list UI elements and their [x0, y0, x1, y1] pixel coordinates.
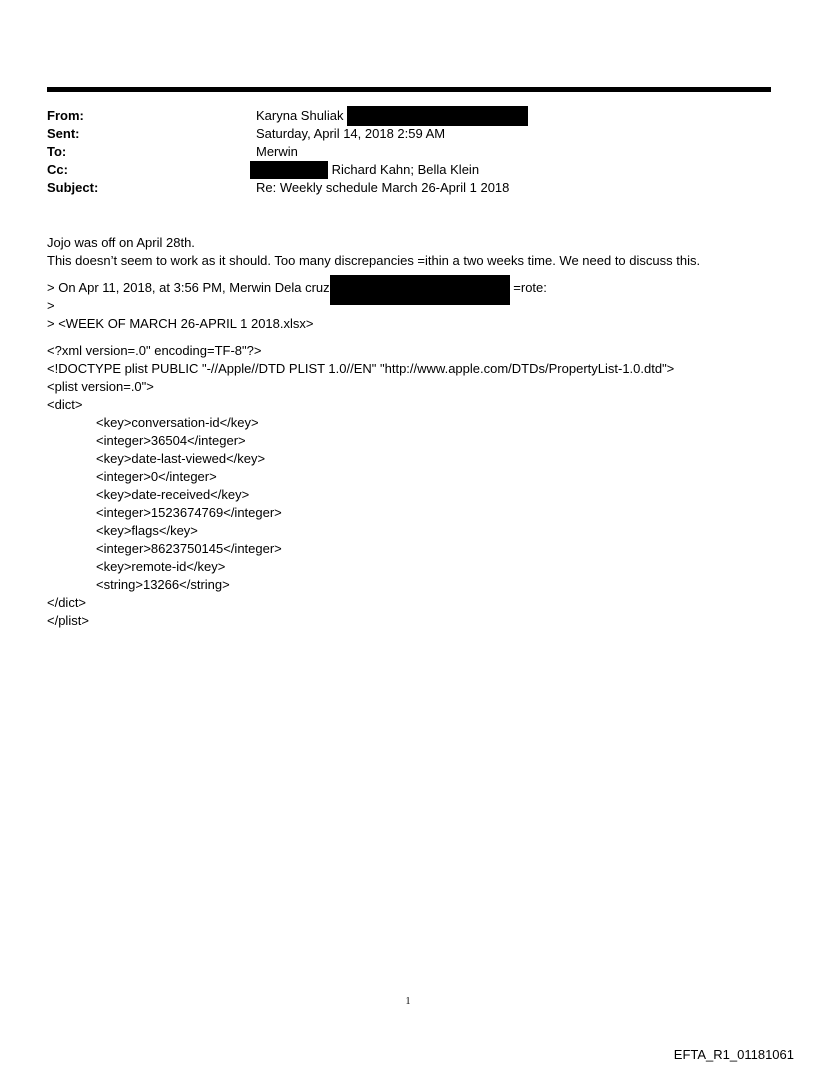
cc-row — [47, 161, 747, 179]
email-header — [47, 107, 747, 197]
to-value: Merwin — [256, 144, 298, 159]
quote-line: > <WEEK OF MARCH 26-APRIL 1 2018.xlsx> — [47, 316, 314, 331]
xml-line: <dict> — [47, 397, 83, 412]
quote-text: =rote: — [513, 280, 547, 295]
redaction-box — [347, 106, 528, 126]
xml-line: <integer>0</integer> — [96, 469, 217, 484]
cc-names: Richard Kahn; Bella Klein — [331, 162, 480, 177]
xml-line: <integer>1523674769</integer> — [96, 505, 282, 520]
to-label: To: — [47, 144, 67, 159]
xml-line: <?xml version=.0" encoding=TF-8"?> — [47, 343, 262, 358]
redaction-box — [250, 161, 328, 179]
to-row — [47, 143, 747, 161]
xml-line: <integer>36504</integer> — [96, 433, 246, 448]
xml-line: <integer>8623750145</integer> — [96, 541, 282, 556]
xml-line: </dict> — [47, 595, 87, 610]
xml-line: <key>date-received</key> — [96, 487, 250, 502]
xml-line: </plist> — [47, 613, 89, 628]
xml-line: <string>13266</string> — [96, 577, 230, 592]
cc-value — [250, 161, 479, 179]
from-name: Karyna Shuliak — [256, 108, 344, 123]
header-rule — [47, 87, 771, 92]
xml-line: <key>conversation-id</key> — [96, 415, 259, 430]
email-body — [47, 234, 787, 630]
sent-label: Sent: — [47, 126, 80, 141]
redaction-box — [330, 275, 510, 305]
quote-text: > On Apr 11, 2018, at 3:56 PM, Merwin Dela cruz — [47, 280, 330, 295]
from-value — [256, 107, 528, 126]
cc-label: Cc: — [47, 162, 68, 177]
xml-line: <key>remote-id</key> — [96, 559, 226, 574]
subject-row — [47, 179, 747, 197]
body-line: This doesn’t seem to work as it should. Too many discrepancies =ithin a two weeks time. We need to discuss this. — [47, 253, 701, 268]
quote-line — [47, 279, 787, 297]
page-number: 1 — [405, 996, 411, 1007]
bates-number: EFTA_R1_01181061 — [673, 1047, 794, 1062]
body-line: Jojo was off on April 28th. — [47, 235, 195, 250]
xml-line: <plist version=.0"> — [47, 379, 154, 394]
xml-line: <key>date-last-viewed</key> — [96, 451, 266, 466]
quote-line: > — [47, 298, 55, 313]
sent-value: Saturday, April 14, 2018 2:59 AM — [256, 126, 446, 141]
xml-line: <key>flags</key> — [96, 523, 198, 538]
subject-label: Subject: — [47, 180, 99, 195]
subject-value: Re: Weekly schedule March 26-April 1 2018 — [256, 180, 510, 195]
sent-row — [47, 125, 747, 143]
from-label: From: — [47, 108, 84, 123]
from-row — [47, 107, 747, 125]
xml-line: <!DOCTYPE plist PUBLIC "-//Apple//DTD PLIST 1.0//EN" "http://www.apple.com/DTDs/PropertyList-1.0.dtd"> — [47, 361, 675, 376]
